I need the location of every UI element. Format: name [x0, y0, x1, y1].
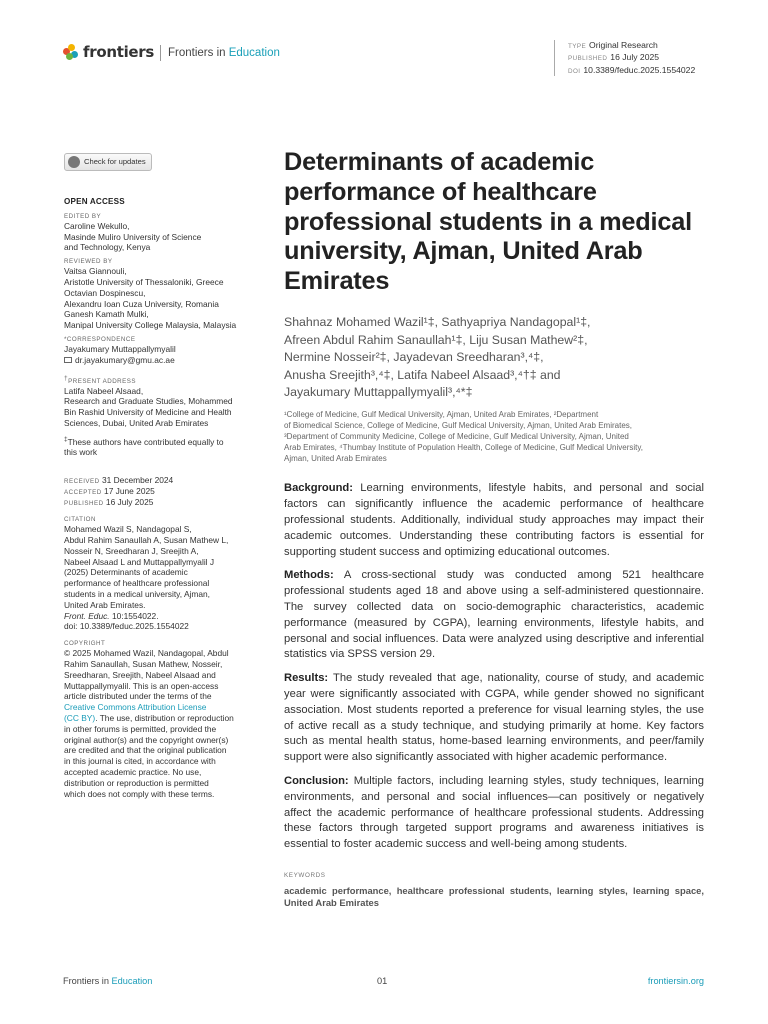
edited-by-label: EDITED BY	[64, 212, 102, 220]
doi-value[interactable]: 10.3389/feduc.2025.1554022	[583, 64, 696, 75]
brand-name: frontiers	[83, 43, 155, 61]
citation-journal: Front. Educ.	[64, 610, 110, 621]
reviewed-by: Vaitsa Giannouli, Aristotle University of Thessaloniki, Greece Octavian Dospinescu, Alexandru Ioan Cuza University, Romania Ganesh Kamath Mulki, Manipal University College Malaysia, Malaysia	[64, 266, 237, 331]
copyright-label: COPYRIGHT	[64, 640, 106, 648]
article-title: Determinants of academic performance of healthcare professional students in a medical university, Ajman, United Arab Emirates	[284, 148, 692, 296]
received-date: 31 December 2024	[101, 475, 174, 486]
abstract-conclusion: Conclusion: Multiple factors, including learning styles, study techniques, learning environments, and personal and social influences—can positively or negatively affect the academic performance of healthcare professional students. Addressing these factors through targeted support programs and awareness initiatives is essential to foster academic success and well-being among students.	[284, 775, 704, 851]
type-value: Original Research	[589, 40, 658, 50]
check-updates-label: Check for updates	[84, 156, 146, 166]
check-updates-icon	[68, 156, 80, 168]
journal-prefix: Frontiers in	[168, 47, 229, 59]
type-label: TYPE	[568, 43, 587, 50]
present-address-label: †PRESENT ADDRESS	[64, 374, 137, 385]
page-footer	[63, 976, 704, 990]
page-number: 01	[377, 976, 388, 986]
cc-by-link[interactable]: Creative Commons Attribution License (CC BY)	[64, 702, 207, 723]
frontiers-logo[interactable]	[63, 43, 154, 61]
author-list: Shahnaz Mohamed Wazil¹‡, Sathyapriya Nandagopal¹‡, Afreen Abdul Rahim Sanaullah¹‡, Liju Susan Mathew²‡, Nermine Nosseir²‡, Jayadevan Sreedharan³,⁴‡, Anusha Sreejith³,⁴‡, Latifa Nabeel Alsaad³,⁴†‡ and Jayakumary Muttappallymyalil³,⁴*‡	[284, 314, 591, 400]
copyright: © 2025 Mohamed Wazil, Nandagopal, Abdul Rahim Sanaullah, Susan Mathew, Nosseir, Sreedharan, Sreejith, Nabeel Alsaad and Muttappallymyalil. This is an open-access article distributed under the terms of the Creative Commons Attribution License (CC BY). The use, distribution or reproduction in other forums is permitted, provided the original author(s) and the copyright owner(s) are credited and that the original publication in this journal is cited, in accordance with accepted academic practice. No use, distribution or reproduction is permitted which does not comply with these terms.	[64, 648, 234, 799]
published-label: PUBLISHED	[64, 500, 104, 508]
published-date: 16 July 2025	[105, 497, 154, 508]
abstract-methods: Methods: A cross-sectional study was conducted among 521 healthcare professional students aged 18 and above using a self-administered questionnaire. The survey collected data on socio-demographic characteristics, academic performance (measured by CGPA), learning environments, lifestyle habits, and personal and social influences. Data were analyzed using descriptive and inferential statistics via SPSS version 29.	[284, 569, 704, 661]
article-meta	[554, 40, 695, 76]
open-access-label: OPEN ACCESS	[64, 197, 125, 206]
correspondence-email[interactable]: dr.jayakumary@gmu.ac.ae	[75, 354, 175, 365]
citation-label: CITATION	[64, 516, 96, 524]
published-label: PUBLISHED	[568, 55, 608, 63]
footer-journal[interactable]: Frontiers in Education	[63, 976, 153, 986]
reviewed-by-label: REVIEWED BY	[64, 258, 113, 266]
journal-accent: Education	[228, 47, 280, 59]
article-main	[284, 148, 704, 909]
keywords: academic performance, healthcare professional students, learning styles, learning space, United Arab Emirates	[284, 885, 704, 909]
correspondence-name: Jayakumary Muttappallymyalil	[64, 343, 176, 354]
affiliations: ¹College of Medicine, Gulf Medical University, Ajman, United Arab Emirates, ²Department of Biomedical Science, College of Medicine, Gulf Medical University, Ajman, United Arab Emirates, ³Department of Community Medicine, College of Medicine, Gulf Medical University, Ajman, United Arab Emirates, ⁴Thumbay Institute of Population Health, College of Medicine, Gulf Medical University, Ajman, United Arab Emirates	[284, 409, 644, 463]
abstract	[284, 481, 704, 853]
received-label: RECEIVED	[64, 478, 100, 486]
abstract-background: Background: Learning environments, lifestyle habits, and personal and social factors can significantly influence the academic performance of healthcare professional students. Additionally, individual study approaches may impact their academic outcomes. Understanding these contributing factors is essential for supporting student success and optimizing educational outcomes.	[284, 482, 704, 558]
citation: Mohamed Wazil S, Nandagopal S, Abdul Rahim Sanaullah A, Susan Mathew L, Nosseir N, Sreedharan J, Sreejith A, Nabeel Alsaad L and Muttappallymyalil J (2025) Determinants of academic performance of healthcare professional students in a medical university, Ajman, United Arab Emirates. Front. Educ. 10:1554022. doi: 10.3389/feduc.2025.1554022	[64, 524, 229, 632]
accepted-date: 17 June 2025	[104, 486, 155, 497]
edited-by: Caroline Wekullo, Masinde Muliro University of Science and Technology, Kenya	[64, 220, 202, 253]
mail-icon	[64, 357, 72, 363]
correspondence-label: *CORRESPONDENCE	[64, 335, 136, 343]
correspondence-email-row[interactable]	[64, 355, 259, 366]
dates-block	[64, 475, 259, 508]
equal-contribution-note: ‡These authors have contributed equally to this work	[64, 435, 224, 458]
frontiers-logo-icon	[63, 44, 79, 60]
keywords-label: KEYWORDS	[284, 872, 326, 880]
doi-label: DOI	[568, 67, 581, 75]
journal-name[interactable]	[160, 45, 280, 61]
sidebar	[64, 153, 259, 799]
accepted-label: ACCEPTED	[64, 489, 102, 497]
present-address: Latifa Nabeel Alsaad, Research and Graduate Studies, Mohammed Bin Rashid University of Medicine and Health Sciences, Dubai, United Arab Emirates	[64, 385, 233, 429]
published-value: 16 July 2025	[610, 52, 660, 63]
site-link[interactable]: frontiersin.org	[647, 976, 704, 986]
abstract-results: Results: The study revealed that age, nationality, course of study, and academic year were significantly associated with CGPA, while gender showed no significant association. Most students reported a preference for visual learning styles, the use of active recall as a study technique, and studying primarily at home. Key factors such as mental health status, home-based learning environments, and peer/family support were also significantly associated with higher academic performance.	[284, 672, 704, 764]
page-header	[63, 40, 713, 80]
check-for-updates-button[interactable]	[64, 153, 152, 171]
